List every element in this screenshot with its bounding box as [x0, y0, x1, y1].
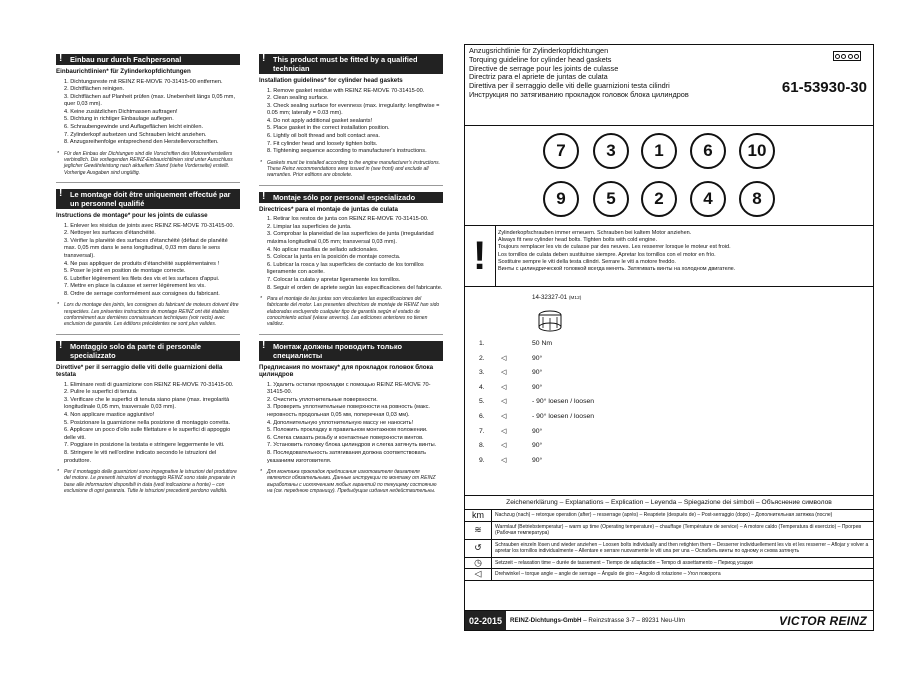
step-number: 3.: [479, 369, 485, 377]
torque-value: - 90° loesen / loosen: [532, 412, 595, 420]
bolt-position: 7: [543, 133, 579, 169]
divider: [259, 334, 443, 335]
warning-icon: !: [262, 190, 266, 202]
step-item: 8. Ordre de serrage conformément aux consignes du fabricant.: [64, 290, 220, 297]
footer: [464, 610, 874, 631]
step-item: 5. Положить прокладку в правильном монтажном положении.: [267, 427, 428, 434]
note-text: Для монтажа прокладок предписания изготовителя двигателя являются обязательными. Данные инструкции по монтажу от REINZ выработаны с исключением любых гарантий по текущему состоянию на (см. переднюю страницу). Предыдущие издания недействительны.: [267, 469, 437, 495]
section-header-text: Einbau nur durch Fachpersonal: [70, 55, 182, 64]
torque-value: 50 Nm: [532, 340, 553, 347]
step-item: 2. Clean sealing surface.: [267, 95, 329, 102]
torque-angle-icon: ◁: [501, 354, 507, 362]
torque-angle-icon: ◁: [501, 383, 507, 391]
torque-step: [465, 340, 873, 355]
section-header-text: This product must be fitted by a qualified technician: [273, 55, 418, 73]
step-number: 9.: [479, 456, 485, 464]
step-list: [259, 382, 443, 466]
torque-value: 90°: [532, 354, 543, 362]
torque-value: 90°: [532, 383, 543, 391]
step-item: 2. Pulire le superfici di tenuta.: [64, 389, 138, 396]
warning-line: Always fit new cylinder head bolts. Tighten bolts with cold engine.: [498, 237, 657, 244]
section-header: [259, 54, 443, 74]
step-item: 6. Слегка смазать резьбу и контактные поверхности винтов.: [267, 434, 424, 441]
step-item: 1. Retirar los restos de junta con REINZ RE-MOVE 70-31415-00.: [267, 216, 429, 223]
torque-angle-icon: ◁: [501, 427, 507, 435]
step-item: 8. Stringere le viti nell'ordine indicato secondo le istruzioni del produttore.: [64, 450, 217, 464]
bolt-thread: (M12): [568, 296, 582, 301]
step-item: 7. Fit cylinder head and loosely tighten bolts.: [267, 140, 378, 147]
warning-line: Toujours remplacer les vis de culasse par des neuves. Les resserrer lorsque le moteur est froid.: [498, 244, 731, 251]
loosen-icon: ↺: [474, 542, 482, 553]
warning-icon: !: [59, 53, 63, 64]
step-item: 1. Dichtungsreste mit REINZ RE-MOVE 70-31415-00 entfernen.: [64, 78, 223, 85]
step-item: 2. Очистить уплотнительные поверхности.: [267, 396, 378, 403]
section-header-text: Montaggio solo da parte di personale specializzato: [70, 341, 201, 360]
instruction-section: [259, 341, 443, 495]
torque-value: 90°: [532, 456, 543, 464]
instruction-section: [259, 54, 443, 179]
section-note: * Gaskets must be installed according to the engine manufacturer's instructions. These Reinz recommendations were issued in (see front) and exclude all warranties. Prior editions are obsolete.: [260, 159, 440, 179]
company-address: [506, 617, 779, 624]
divider: [56, 334, 240, 335]
step-item: 3. Dichtflächen auf Planheit prüfen (max. Unebenheit längs 0,05 mm, quer 0,03 mm).: [64, 93, 236, 108]
section-header-text: Le montage doit être uniquement effectué par un personnel qualifié: [70, 190, 231, 209]
step-list: [56, 382, 240, 466]
torque-step: [465, 413, 873, 428]
section-header: [259, 192, 443, 203]
step-item: 3. Check sealing surface for evenness (max. irregularity: lengthwise = 0.05 mm; laterally = 0.03 mm).: [267, 102, 440, 117]
section-header-text: Монтаж должны проводить только специалисты: [273, 341, 402, 360]
section-header: [56, 341, 240, 361]
instructions-column-middle: [259, 54, 443, 500]
settle-time-icon: ◷: [474, 557, 482, 568]
step-item: 6. Lightly oil bolt thread and bolt contact area.: [267, 133, 380, 140]
title-en: Torquing guideline for cylinder head gaskets: [469, 54, 612, 64]
step-number: 5.: [479, 398, 485, 406]
section-header: [259, 341, 443, 361]
legend: [465, 495, 873, 581]
title-es: Directriz para el apriete de juntas de culata: [469, 72, 608, 82]
step-item: 2. Dichtflächen reinigen.: [64, 86, 125, 93]
warning-line: Sostituire sempre le viti della testa cilindri. Serrare le viti a motore freddo.: [498, 258, 676, 265]
legend-text: Drehwinkel – torque angle – angle de serrage – Ángulo de giro – Angolo di rotazione – Угол поворота: [495, 571, 721, 577]
torque-value: 90°: [532, 442, 543, 450]
torque-angle-icon: ◁: [501, 412, 507, 420]
section-subtitle: Direttive* per il serraggio delle viti delle guarnizioni della testata: [56, 363, 223, 379]
step-item: 2. Limpiar las superficies de junta.: [267, 223, 352, 230]
section-header: [56, 189, 240, 209]
step-number: 4.: [479, 383, 485, 391]
step-item: 1. Eliminare resti di guarnizione con REINZ RE-MOVE 70-31415-00.: [64, 381, 234, 388]
step-item: 3. Comprobar la planeidad de las superficies de junta (irregularidad máxima longitudinal 0,05 mm; transversal 0,03 mm).: [267, 231, 434, 246]
warning-icon: !: [59, 188, 63, 200]
torque-step: [465, 398, 873, 413]
section-header: [56, 54, 240, 65]
divider: [56, 182, 240, 183]
section-note: * Per il montaggio delle guarnizioni sono impegnative le istruzioni del produttore del motore. Le presenti istruzioni di montaggio REINZ sono state preparate in base alle informazioni disponibili in data (vedi indicazione a fronte) – con esclusione di ogni garanzia. Tutte le istruzioni precedenti perdono validità.: [57, 469, 237, 495]
step-item: 8. Последовательность затягивания должна соответствовать указаниям изготовителя.: [267, 450, 427, 464]
torque-value: 90°: [532, 369, 543, 377]
step-list: [56, 223, 240, 299]
step-item: 3. Vérifier la planéité des surfaces d'étanchéité (défaut de planéité max. 0,05 mm dans le sens longitudinal, 0,03 mm dans le sens transversal).: [64, 237, 228, 259]
divider: [259, 185, 443, 186]
torque-steps: [465, 340, 873, 471]
note-text: Gaskets must be installed according to the engine manufacturer's instructions. These Reinz recommendations were issued in (see front) and exclude all warranties. Prior editions are obsolete.: [267, 159, 440, 179]
step-item: 6. Lubrifier légèrement les filets des vis et les surfaces d'appui.: [64, 275, 220, 282]
section-note: * Für den Einbau der Dichtungen sind die Vorschriften des Motorenherstellers verbindlich. Die vorliegenden REINZ-Einbaurichtlinien sind unter Ausschluss jeglicher Gewährleistung nach aktuellem Stand (siehe Vorderseite) erstellt. Vorherige Ausgaben sind ungültig.: [57, 150, 233, 176]
instruction-section: [56, 54, 240, 176]
bolt-head-icon: [536, 308, 564, 334]
step-item: 4. Keine zusätzlichen Dichtmassen auftragen!: [64, 108, 178, 115]
bolt-position: 3: [593, 133, 629, 169]
step-item: 5. Place gasket in the correct installation position.: [267, 125, 390, 132]
step-item: 7. Zylinderkopf aufsetzen und Schrauben leicht anziehen.: [64, 131, 207, 138]
legend-row: [465, 540, 873, 558]
warning-row: [465, 225, 873, 287]
step-item: 8. Anzugsreihenfolge entsprechend den Herstellervorschriften.: [64, 139, 219, 146]
section-subtitle: Einbaurichtlinien* für Zylinderkopfdichtungen: [56, 68, 191, 75]
step-item: 3. Проверить уплотнительные поверхности на ровность (макс. неровность продольная 0,05 мм, поперечная 0,03 мм).: [267, 404, 430, 419]
legend-row: [465, 569, 873, 581]
title-it: Direttiva per il serraggio delle viti delle guarnizioni testa cilindri: [469, 81, 670, 91]
warning-icon: !: [59, 339, 63, 351]
legend-text: Nachzug (nach) – retorque operation (after) – resserrage (après) – Reapriete (después de) – Post-serraggio (dopo) – Дополнительная затяжка (после): [495, 512, 833, 518]
step-number: 2.: [479, 354, 485, 362]
torque-angle-icon: ◁: [501, 369, 507, 377]
step-list: [259, 88, 443, 156]
step-item: 1. Enlever les résidus de joints avec REINZ RE-MOVE 70-31415-00.: [64, 222, 235, 229]
step-item: 7. Colocar la culata y apretar ligeramente los tornillos.: [267, 276, 401, 283]
section-note: * Lors du montage des joints, les consignes du fabricant de moteurs doivent être respectées. Les présentes instructions de montage REINZ ont été établies conformément aux dernières connaissances techniques (voir recto) avec exclusion de garantie. Les éditions précédentes ne sont plus valides.: [57, 302, 239, 328]
company-name: REINZ-Dichtungs-GmbH: [510, 617, 582, 624]
step-item: 5. Dichtung in richtiger Einbaulage auflegen.: [64, 116, 174, 123]
step-item: 3. Verificare che le superfici di tenuta siano piane (max. irregolarità longitudinale 0,05 mm, trasversale 0,03 mm).: [64, 396, 230, 411]
step-item: 7. Mettre en place la culasse et serrer légèrement les vis.: [64, 283, 206, 290]
bolt-position: 1: [641, 133, 677, 169]
title-de: Anzugsrichtlinie für Zylinderkopfdichtungen: [469, 46, 609, 55]
note-text: Para el montaje de las juntas son vinculantes las especificaciones del fabricante del motor. Las presentes directrices de montaje de REINZ han sido elaboradas excluyendo cualquier tipo de garantía según el estado de conocimiento actual (véase anverso). Las ediciones anteriores no tienen validez.: [267, 296, 440, 328]
step-item: 1. Удалить остатки прокладки с помощью REINZ RE-MOVE 70-31415-00.: [267, 381, 431, 396]
section-note: * Para el montaje de las juntas son vinculantes las especificaciones del fabricante del motor. Las presentes directrices de montaje de REINZ han sido elaboradas excluyendo cualquier tipo de garantía según el estado de conocimiento actual (véase anverso). Las ediciones anteriores no tienen validez.: [260, 296, 440, 328]
step-item: 4. No aplicar masillas de sellado adicionales.: [267, 246, 379, 253]
torque-step: [465, 457, 873, 472]
instruction-section: [259, 192, 443, 328]
title-ru: Инструкция по затягиванию прокладок головок блока цилиндров: [469, 89, 689, 99]
title-block: [465, 45, 875, 123]
warning-line: Винты с цилиндрической головкой всегда менять. Затягивать винты на холодном двигателе.: [498, 266, 736, 273]
section-subtitle: Directrices* para el montaje de juntas de culata: [259, 205, 398, 213]
instructions-column-left: [56, 54, 240, 500]
note-text: Lors du montage des joints, les consignes du fabricant de moteurs doivent être respectées. Les présentes instructions de montage REINZ ont été établies conformément aux dernières connaissances techniques (voir recto) avec exclusion de garantie. Les éditions précédentes ne sont plus valides.: [64, 302, 239, 328]
bolt-position: 6: [690, 133, 726, 169]
torque-angle-icon: ◁: [501, 456, 507, 464]
section-subtitle: Instructions de montage* pour les joints de culasse: [56, 212, 208, 220]
step-number: 6.: [479, 412, 485, 420]
step-item: 4. Дополнительную уплотнительную массу не наносить!: [267, 419, 414, 426]
address: – Reinzstrasse 3-7 – 89231 Neu-Ulm: [581, 617, 686, 624]
step-number: 7.: [479, 427, 485, 435]
angle-icon: ◁: [474, 568, 482, 579]
brand-logo: VICTOR REINZ: [778, 613, 867, 628]
note-text: Für den Einbau der Dichtungen sind die Vorschriften des Motorenherstellers verbindlich. Die vorliegenden REINZ-Einbaurichtlinien sind unter Ausschluss jeglicher Gewährleistung nach aktuellem Stand (siehe Vorderseite) erstellt. Vorherige Ausgaben sind ungültig.: [64, 150, 233, 176]
legend-title: Zeichenerklärung – Explanations – Explication – Leyenda – Spiegazione dei simboli – Объяснение символов: [465, 496, 873, 510]
legend-text: Schrauben einzeln lösen und wieder anziehen – Loosen bolts individually and then retighten them – Desserrer individuellement les vis et les resserrer – Aflojar y volver a apretar los tornillos individualmente – Allentare e serrare nuovamente le viti una per una – Ослабить винты по одному и снова затянуть: [495, 541, 869, 554]
section-subtitle: Предписания по монтажу* для прокладок головок блока цилиндров: [259, 363, 434, 379]
bolt-position: 4: [690, 181, 726, 217]
bolt-position: 5: [593, 181, 629, 217]
divider: [495, 226, 496, 286]
instruction-section: [56, 341, 240, 495]
warning-icon: !: [473, 234, 487, 278]
torque-panel: [464, 44, 874, 631]
legend-row: [465, 522, 873, 540]
legend-row: [465, 558, 873, 570]
step-item: 5. Posizionare la guarnizione nella posizione di montaggio corretta.: [64, 419, 231, 426]
warm-engine-icon: ≋: [474, 524, 482, 535]
bolt-spec-number: 14-32327-01: [532, 294, 568, 301]
torque-angle-icon: ◁: [501, 442, 507, 450]
note-text: Per il montaggio delle guarnizioni sono impegnative le istruzioni del produttore del motore. Le presenti istruzioni di montaggio REINZ sono state preparate in base alle informazioni disponibili in data (vedi indicazione a fronte) – con esclusione di ogni garanzia. Tutte le istruzioni precedenti perdono validità.: [64, 469, 237, 495]
warning-text: [498, 230, 735, 273]
title-fr: Directive de serrage pour les joints de culasse: [469, 63, 619, 73]
bolt-position: 8: [739, 181, 775, 217]
torque-step: [465, 369, 873, 384]
step-item: 1. Remove gasket residue with REINZ RE-MOVE 70-31415-00.: [267, 87, 425, 94]
part-number: 61-53930-30: [781, 79, 867, 96]
bolt-position: 10: [739, 133, 775, 169]
torque-step: [465, 442, 873, 457]
warning-line: Zylinderkopfschrauben immer erneuern. Schrauben bei kaltem Motor anziehen.: [498, 230, 692, 236]
legend-text: Setzzeit – relaxation time – durée de tassement – Tiempo de adaptación – Tempo di assettamento – Период усадки: [495, 559, 753, 566]
step-item: 2. Nettoyer les surfaces d'étanchéité.: [64, 230, 156, 237]
torque-value: 90°: [532, 427, 543, 435]
section-header-text: Montaje sólo por personal especializado: [273, 192, 416, 202]
torque-angle-icon: ◁: [501, 398, 507, 406]
engine-cylinders-icon: [833, 51, 861, 61]
step-item: 6. Applicare un poco d'olio sulle filettature e le superfici di appoggio delle viti.: [64, 427, 231, 441]
step-item: 4. Non applicare mastice aggiuntivo!: [64, 412, 155, 419]
step-item: 7. Установить головку блока цилиндров и слегка затянуть винты.: [267, 442, 437, 449]
legend-text: Warmlauf (Betriebstemperatur) – warm up time (Operating temperature) – chauffage (Température de service) – A motore caldo (Temperatura di esercizio) – Прогрев (Рабочая температура): [495, 523, 862, 536]
instruction-section: [56, 189, 240, 328]
torque-value: - 90° loesen / loosen: [532, 398, 595, 406]
edition-date: 02-2015: [465, 611, 506, 630]
step-item: 7. Poggiare in posizione la testata e stringere leggermente le viti.: [64, 442, 225, 449]
warning-line: Los tornillos de culata deben sustituirse siempre. Apretar los tornillos con el motor en frío.: [498, 251, 716, 258]
torque-step: [465, 384, 873, 399]
step-item: 5. Poser le joint en position de montage correcte.: [64, 268, 186, 275]
legend-row: [465, 510, 873, 522]
step-item: 8. Seguir el orden de apriete según las especificaciones del fabricante.: [267, 284, 443, 291]
step-item: 6. Lubricar la rosca y las superficies de contacto de los tornillos ligeramente con aceite.: [267, 261, 424, 276]
step-item: 5. Colocar la junta en la posición de montaje correcta.: [267, 254, 401, 261]
step-list: [56, 79, 240, 147]
step-list: [259, 216, 443, 292]
bolt-position: 2: [641, 181, 677, 217]
step-item: 6. Schraubengewinde und Auflageflächen leicht einölen.: [64, 124, 204, 131]
bolt-spec: [532, 294, 581, 301]
step-number: 8.: [479, 442, 485, 450]
section-subtitle: Installation guidelines* for cylinder head gaskets: [259, 77, 403, 84]
section-note: * Для монтажа прокладок предписания изготовителя двигателя являются обязательными. Данные инструкции по монтажу от REINZ выработаны с исключением любых гарантий по текущему состоянию на (см. переднюю страницу). Предыдущие издания недействительны.: [260, 469, 437, 495]
torque-step: [465, 428, 873, 443]
torque-step: [465, 355, 873, 370]
km-icon: km: [472, 510, 484, 521]
warning-icon: !: [262, 53, 266, 64]
step-item: 8. Tightening sequence according to manufacturer's instructions.: [267, 148, 427, 155]
step-number: 1.: [479, 340, 485, 347]
bolt-position: 9: [543, 181, 579, 217]
warning-icon: !: [262, 339, 266, 351]
step-item: 4. Do not apply additional gasket sealants!: [267, 117, 373, 124]
step-item: 4. Ne pas appliquer de produits d'étanchéité supplémentaires !: [64, 260, 219, 267]
